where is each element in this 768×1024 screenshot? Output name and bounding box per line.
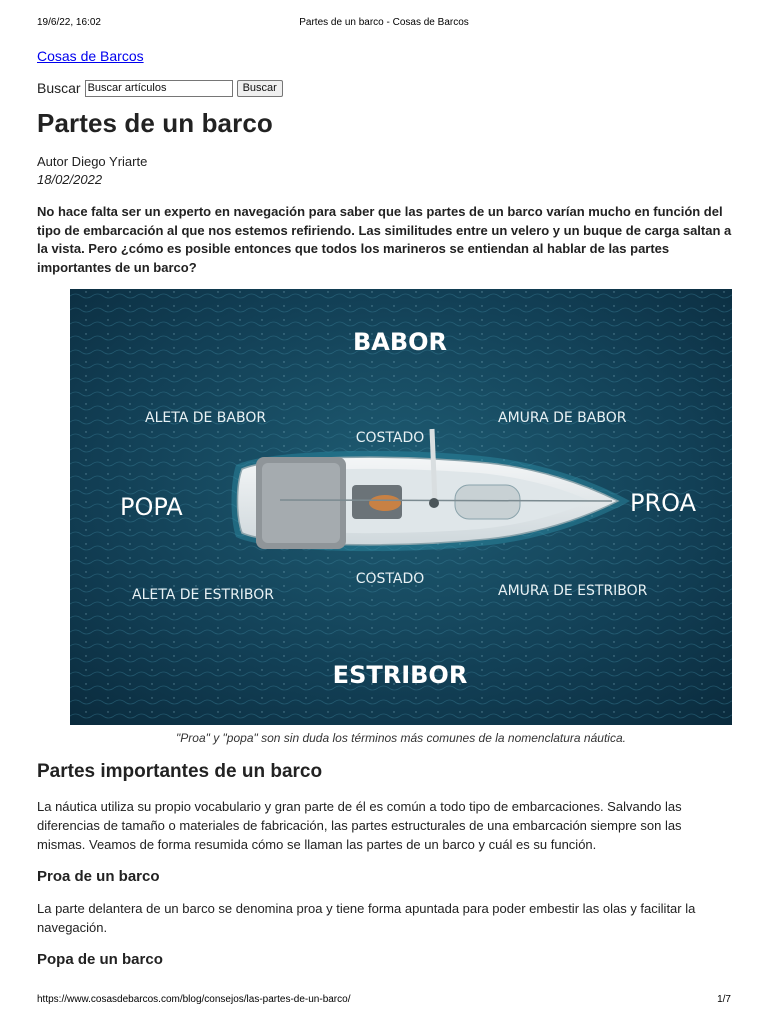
label-amura-estribor: AMURA DE ESTRIBOR (498, 583, 648, 600)
proa-body: La parte delantera de un barco se denomina proa y tiene forma apuntada para poder embestir las olas y facilitar la navegación. (37, 901, 696, 936)
label-amura-babor: AMURA DE BABOR (498, 410, 627, 427)
boat-parts-image (70, 289, 732, 725)
search-label: Buscar (37, 80, 81, 96)
label-costado-bottom: COSTADO (355, 571, 425, 588)
search-input[interactable] (85, 80, 233, 97)
article-date: 18/02/2022 (37, 172, 103, 187)
search-form (37, 78, 732, 98)
article-lead: No hace falta ser un experto en navegación para saber que las partes de un barco varían mucho en función del tipo de embarcación al que nos estemos refiriendo. Las similitudes entre un velero y un buque de carga saltan a la vista. Pero ¿cómo es posible entonces que todos los marineros se entiendan al hablar de las partes importantes de un barco? (37, 204, 732, 275)
print-header (37, 17, 731, 31)
boat-parts-figure (70, 289, 732, 745)
section-body: La náutica utiliza su propio vocabulario y gran parte de él es común a todo tipo de embarcaciones. Salvando las diferencias de tamaño o materiales de fabricación, las partes estructurales de una embarcación siempre son las mismas. Veamos de forma resumida cómo se llaman las partes de un barco y cuál es su función. (37, 799, 682, 853)
label-babor: BABOR (352, 328, 448, 357)
article-content (37, 46, 732, 968)
print-footer (37, 994, 731, 1005)
label-estribor: ESTRIBOR (332, 661, 468, 690)
label-costado-top: COSTADO (355, 430, 425, 447)
site-home-link[interactable]: Cosas de Barcos (37, 48, 144, 64)
figure-caption: "Proa" y "popa" son sin duda los términos más comunes de la nomenclatura náutica. (176, 731, 626, 746)
label-aleta-estribor: ALETA DE ESTRIBOR (132, 587, 275, 604)
label-popa: POPA (120, 493, 183, 522)
print-url: https://www.cosasdebarcos.com/blog/consejos/las-partes-de-un-barco/ (37, 994, 351, 1005)
proa-heading: Proa de un barco (37, 868, 160, 886)
label-proa: PROA (630, 489, 697, 518)
article-author: Autor Diego Yriarte (37, 154, 148, 169)
article-title: Partes de un barco (37, 108, 273, 138)
print-page-title: Partes de un barco - Cosas de Barcos (299, 17, 469, 28)
section-heading: Partes importantes de un barco (37, 761, 323, 783)
print-page-number: 1/7 (717, 994, 731, 1005)
print-timestamp: 19/6/22, 16:02 (37, 17, 101, 28)
search-button[interactable]: Buscar (237, 80, 283, 97)
label-aleta-babor: ALETA DE BABOR (145, 410, 267, 427)
popa-heading: Popa de un barco (37, 951, 163, 969)
